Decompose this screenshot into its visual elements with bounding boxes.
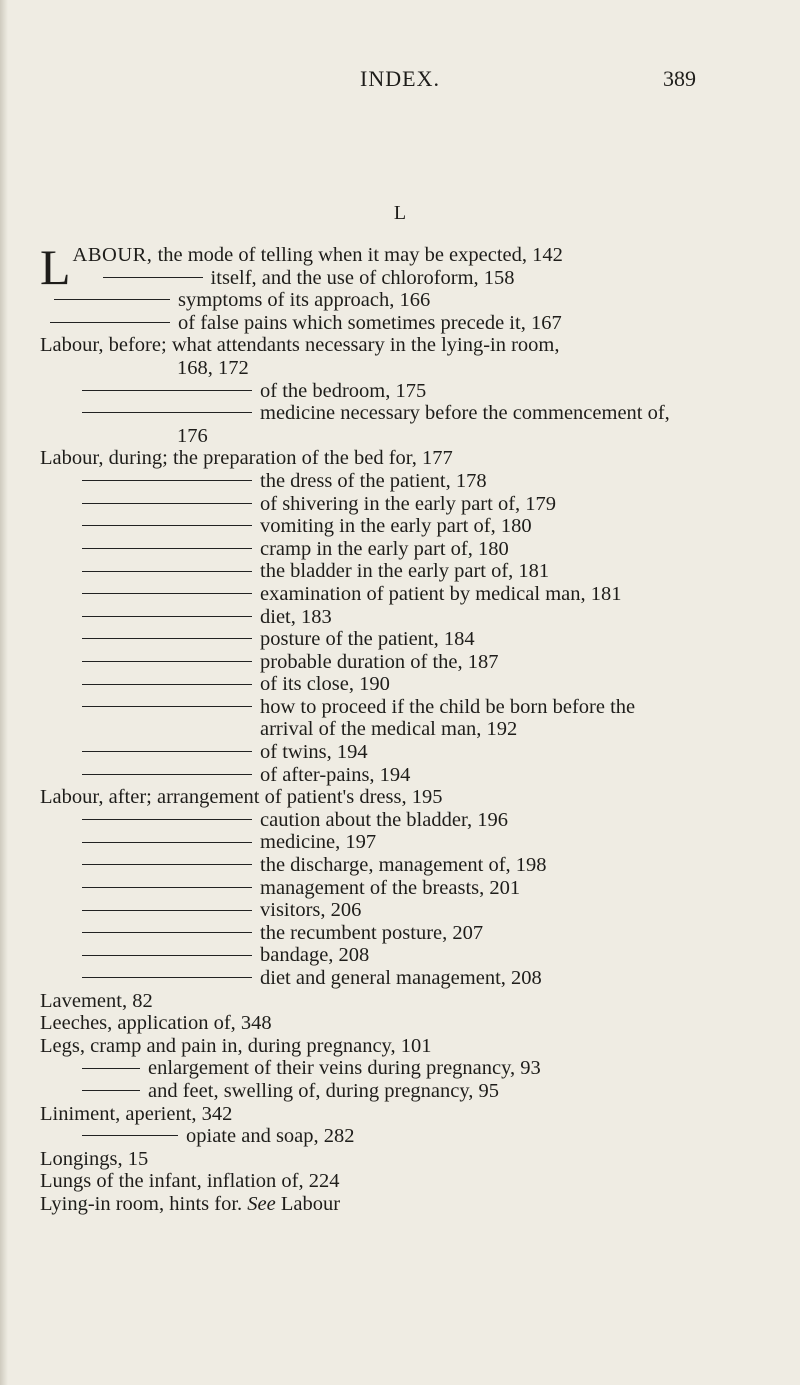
entry-continuation: arrival of the medical man, 192 (260, 718, 518, 741)
ditto-dash (82, 593, 252, 594)
index-entry (40, 334, 760, 379)
index-subentry (40, 741, 760, 764)
ditto-dash (103, 277, 203, 278)
entry-text: the recumbent posture, 207 (260, 921, 484, 944)
drop-cap: L (40, 239, 71, 295)
index-subentry (40, 673, 760, 696)
entry-head: Labour, before; (40, 334, 167, 357)
ditto-dash (82, 977, 252, 978)
entry-head: Lavement, 82 (40, 989, 153, 1012)
index-entry (40, 1148, 760, 1171)
ditto-dash (82, 390, 252, 391)
entry-text: caution about the bladder, 196 (260, 808, 508, 831)
ditto-dash (82, 887, 252, 888)
entry-text: the discharge, management of, 198 (260, 854, 547, 877)
ditto-dash (82, 1090, 140, 1091)
ditto-dash (82, 638, 252, 639)
index-subentry (40, 1057, 760, 1080)
entry-text: bandage, 208 (260, 944, 370, 967)
index-subentry (40, 651, 760, 674)
index-subentry (40, 854, 760, 877)
ditto-dash (82, 842, 252, 843)
entry-text: of after-pains, 194 (260, 763, 411, 786)
entry-head: Labour, after; (40, 786, 152, 809)
index-subentry (40, 877, 760, 900)
index-entry (40, 786, 760, 809)
entry-text: examination of patient by medical man, 181 (260, 582, 622, 605)
ditto-dash (82, 910, 252, 911)
page-number: 389 (663, 66, 696, 91)
see-reference: See (247, 1192, 276, 1215)
entry-text: diet and general management, 208 (260, 967, 542, 989)
entry-continuation: 168, 172 (177, 356, 249, 379)
entry-text: opiate and soap, 282 (186, 1125, 355, 1148)
entry-text: management of the breasts, 201 (260, 876, 521, 899)
index-subentry (40, 944, 760, 967)
index-subentry (40, 1080, 760, 1103)
entry-continuation: 176 (177, 424, 208, 447)
ditto-dash (54, 299, 170, 300)
ditto-dash (82, 751, 252, 752)
index-entry (40, 990, 760, 1013)
entry-text: itself, and the use of chloroform, 158 (210, 266, 515, 289)
entry-head: Labour, during; (40, 447, 168, 470)
index-subentry (40, 583, 760, 606)
entry-text: the preparation of the bed for, 177 (172, 447, 453, 470)
entry-head: Lungs of the infant, inflation of, 224 (40, 1170, 340, 1193)
entry-text: of twins, 194 (260, 741, 368, 764)
entry-text: cramp in the early part of, 180 (260, 537, 509, 560)
ditto-dash (82, 932, 252, 933)
index-subentry (40, 967, 760, 990)
entry-head: Longings, 15 (40, 1147, 149, 1170)
index-subentry (40, 289, 760, 312)
entry-text: diet, 183 (260, 605, 332, 628)
entry-text: the mode of telling when it may be expected, 142 (157, 244, 563, 266)
entry-text: how to proceed if the child be born before the (260, 695, 636, 718)
entry-text: what attendants necessary in the lying-in room, (171, 334, 560, 357)
entry-text: medicine, 197 (260, 831, 377, 854)
index-subentry (40, 402, 760, 447)
index-subentry (40, 899, 760, 922)
ditto-dash (82, 774, 252, 775)
entry-text: the dress of the patient, 178 (260, 469, 487, 492)
running-header (0, 66, 800, 96)
index-subentry (40, 538, 760, 561)
ditto-dash (82, 412, 252, 413)
entry-text: arrangement of patient's dress, 195 (157, 786, 443, 809)
ditto-dash (82, 864, 252, 865)
ditto-dash (82, 706, 252, 707)
entry-text: of false pains which sometimes precede it, 167 (178, 311, 562, 334)
index-subentry (40, 267, 760, 290)
entry-head: Lying-in room, hints for. (40, 1192, 243, 1215)
entry-text: visitors, 206 (260, 899, 362, 922)
ditto-dash (82, 616, 252, 617)
entry-text: of shivering in the early part of, 179 (260, 492, 557, 515)
ditto-dash (82, 503, 252, 504)
section-letter: L (393, 202, 407, 224)
entry-text: posture of the patient, 184 (260, 628, 475, 651)
ditto-dash (82, 1068, 140, 1069)
index-subentry (40, 493, 760, 516)
index-entry (40, 1035, 760, 1058)
ditto-dash (50, 322, 170, 323)
ditto-dash (82, 480, 252, 481)
index-subentry (40, 606, 760, 629)
entry-text: of the bedroom, 175 (260, 379, 427, 402)
ditto-dash (82, 819, 252, 820)
entry-text: probable duration of the, 187 (260, 650, 499, 673)
entry-text: and feet, swelling of, during pregnancy, 95 (148, 1079, 500, 1102)
index-subentry (40, 312, 760, 335)
entry-head: ABOUR, (72, 244, 153, 266)
entry-head: Legs, cramp and pain in, during pregnancy, 101 (40, 1034, 432, 1057)
header-title: INDEX. (360, 66, 440, 91)
entry-head: Leeches, application of, 348 (40, 1012, 272, 1035)
index-subentry (40, 922, 760, 945)
entry-text: the bladder in the early part of, 181 (260, 560, 550, 583)
index-subentry (40, 515, 760, 538)
ditto-dash (82, 684, 252, 685)
see-target: Labour (280, 1192, 341, 1215)
index-subentry (40, 831, 760, 854)
index-entry (40, 447, 760, 470)
entry-text: symptoms of its approach, 166 (178, 289, 431, 312)
index-entry (40, 1170, 760, 1193)
ditto-dash (82, 548, 252, 549)
entry-text: medicine necessary before the commencement of, (260, 402, 670, 425)
entry-text: of its close, 190 (260, 673, 390, 696)
index-entry (40, 1193, 760, 1216)
index-entry (40, 1103, 760, 1126)
ditto-dash (82, 955, 252, 956)
index-entries (40, 239, 760, 1216)
index-subentry (40, 696, 760, 741)
index-subentry (40, 628, 760, 651)
ditto-dash (82, 571, 252, 572)
ditto-dash (82, 525, 252, 526)
ditto-dash (82, 1135, 178, 1136)
index-subentry (40, 1125, 760, 1148)
index-subentry (40, 764, 760, 787)
entry-text: vomiting in the early part of, 180 (260, 515, 532, 538)
entry-text: enlargement of their veins during pregnancy, 93 (148, 1057, 541, 1080)
index-subentry (40, 380, 760, 403)
index-entry (40, 1012, 760, 1035)
entry-head: Liniment, aperient, 342 (40, 1102, 233, 1125)
ditto-dash (82, 661, 252, 662)
index-subentry (40, 470, 760, 493)
index-subentry (40, 809, 760, 832)
index-subentry (40, 560, 760, 583)
